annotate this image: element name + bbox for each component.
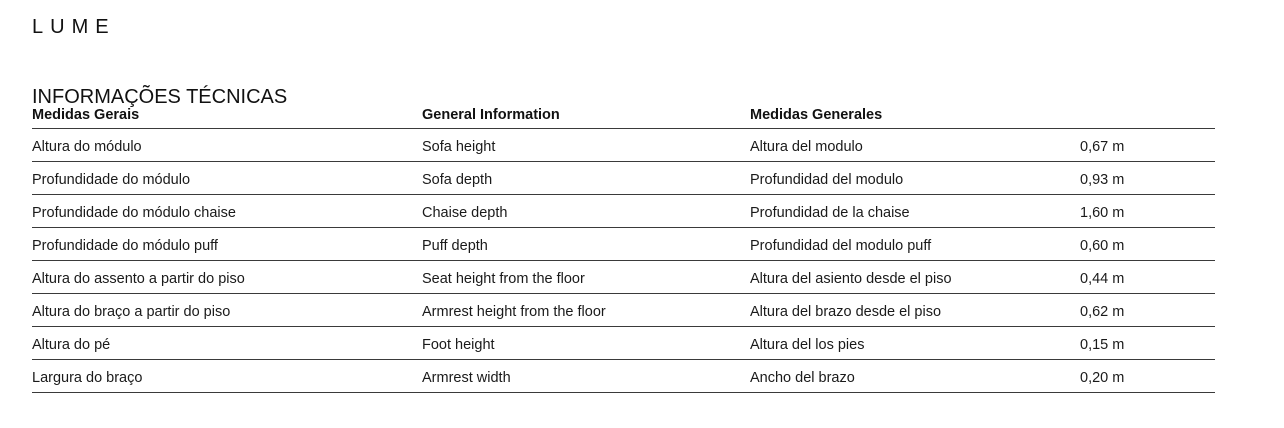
cell-portuguese: Altura do assento a partir do piso: [32, 261, 422, 294]
table-row: [32, 195, 1215, 228]
cell-portuguese: Profundidade do módulo: [32, 162, 422, 195]
table-row: [32, 228, 1215, 261]
cell-spanish: Altura del brazo desde el piso: [750, 294, 1080, 327]
cell-value: 0,20 m: [1080, 360, 1215, 393]
table-row: [32, 129, 1215, 162]
cell-english: Foot height: [422, 327, 750, 360]
cell-value: 0,44 m: [1080, 261, 1215, 294]
table-row: [32, 327, 1215, 360]
header-row: [32, 100, 1215, 129]
cell-portuguese: Altura do pé: [32, 327, 422, 360]
cell-spanish: Profundidad del modulo puff: [750, 228, 1080, 261]
table-header: [32, 100, 1215, 129]
cell-portuguese: Profundidade do módulo chaise: [32, 195, 422, 228]
cell-english: Sofa depth: [422, 162, 750, 195]
cell-spanish: Altura del los pies: [750, 327, 1080, 360]
cell-english: Sofa height: [422, 129, 750, 162]
table-row: [32, 360, 1215, 393]
cell-value: 1,60 m: [1080, 195, 1215, 228]
cell-portuguese: Altura do módulo: [32, 129, 422, 162]
cell-portuguese: Profundidade do módulo puff: [32, 228, 422, 261]
cell-value: 0,60 m: [1080, 228, 1215, 261]
cell-value: 0,62 m: [1080, 294, 1215, 327]
table-row: [32, 261, 1215, 294]
page-title: INFORMAÇÕES TÉCNICAS: [32, 86, 288, 109]
cell-spanish: Profundidad de la chaise: [750, 195, 1080, 228]
cell-value: 0,67 m: [1080, 129, 1215, 162]
cell-english: Seat height from the floor: [422, 261, 750, 294]
technical-specs-table: [32, 100, 1215, 393]
cell-spanish: Altura del modulo: [750, 129, 1080, 162]
cell-english: Chaise depth: [422, 195, 750, 228]
header-english: General Information: [422, 100, 750, 129]
table-body: [32, 129, 1215, 393]
cell-value: 0,93 m: [1080, 162, 1215, 195]
cell-portuguese: Altura do braço a partir do piso: [32, 294, 422, 327]
cell-spanish: Ancho del brazo: [750, 360, 1080, 393]
table-row: [32, 162, 1215, 195]
header-portuguese: Medidas Gerais: [32, 100, 422, 129]
header-value: [1080, 100, 1215, 129]
cell-portuguese: Largura do braço: [32, 360, 422, 393]
brand-logo: LUME: [32, 16, 116, 38]
cell-english: Armrest height from the floor: [422, 294, 750, 327]
table-row: [32, 294, 1215, 327]
cell-spanish: Altura del asiento desde el piso: [750, 261, 1080, 294]
cell-spanish: Profundidad del modulo: [750, 162, 1080, 195]
header-spanish: Medidas Generales: [750, 100, 1080, 129]
cell-english: Puff depth: [422, 228, 750, 261]
cell-value: 0,15 m: [1080, 327, 1215, 360]
cell-english: Armrest width: [422, 360, 750, 393]
